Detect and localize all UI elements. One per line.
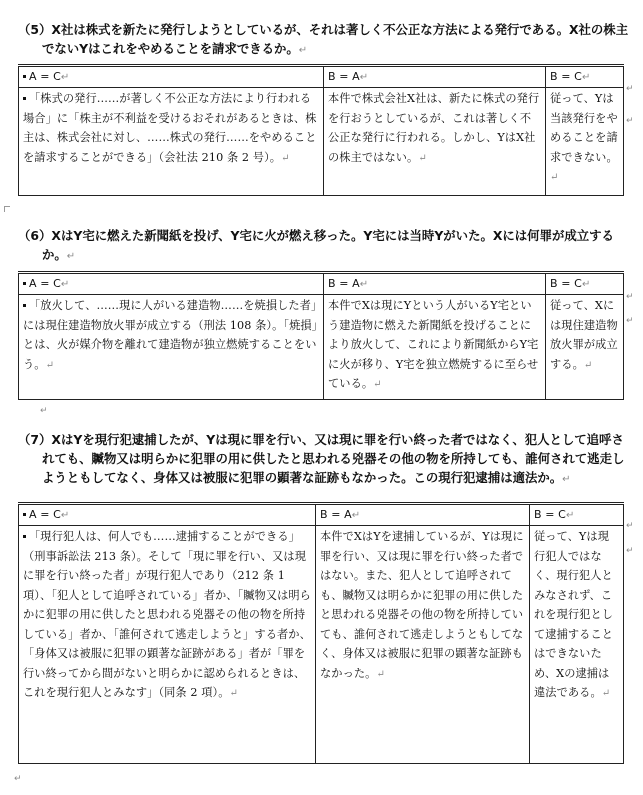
table-header-row: A = C↵ B = A↵ B = C↵ [19,66,624,88]
row-end-mark: ↵ [626,521,634,531]
cell-conclusion: 従って、Yは当該発行をやめることを請求できない。 [550,92,618,164]
cell-conclusion: 従って、Xには現住建造物放火罪が成立する。 [550,299,618,371]
cell-application: 本件でXは現にYという人がいるY宅という建造物に燃えた新聞紙を投げることにより放火して、これにより新聞紙からY宅に火が移り、Y宅を独立燃焼するに至らせている。 [328,299,539,390]
table-6 [18,271,624,400]
question-6: （6）XはY宅に燃えた新聞紙を投げ、Y宅に火が燃え移った。Y宅には当時Yがいた。Xには何罪が成立するか。↵ [18,228,614,262]
paragraph-mark: ↵ [14,774,22,784]
header-b-a: B = A [328,277,360,290]
table-5 [18,64,624,196]
header-b-c: B = C [550,70,582,83]
cell-application: 本件でXはYを逮捕しているが、Yは現に罪を行い、又は現に罪を行い終った者ではない。また、犯人として追呼されても、贓物又は明らかに犯罪の用に供したと思われる兇器その他の物を所持していても、誰何されて逃走しようともしてなく、身体又は被服に犯罪の顕著な証跡もなかった。 [320,530,524,680]
row-end-mark: ↵ [626,292,634,302]
row-end-mark: ↵ [626,316,634,326]
question-7: （7）XはYを現行犯逮捕したが、Yは現に罪を行い、又は現に罪を行い終った者ではなく、犯人として追呼されても、贓物又は明らかに犯罪の用に供したと思われる兇器その他の物を所持しても、誰何されて逃走しようともしてなく、身体又は被服に犯罪の顕著な証跡もなかった。この現行犯逮捕は適法か。↵ [18,432,625,485]
table-7 [18,502,624,764]
cell-conclusion: 従って、Yは現行犯人ではなく、現行犯人とみなされず、これを現行犯として逮捕することはできないため、Xの逮捕は違法である。 [534,530,614,699]
row-end-mark: ↵ [626,116,634,126]
header-b-c: B = C [534,508,566,521]
header-b-c: B = C [550,277,582,290]
header-a-c: A = C [29,70,61,83]
paragraph-mark: ↵ [40,406,48,416]
question-5: （5）X社は株式を新たに発行しようとしているが、それは著しく不公正な方法による発行である。X社の株主でないYはこれをやめることを請求できるか。↵ [18,22,629,56]
cell-application: 本件で株式会社X社は、新たに株式の発行を行おうとしているが、これは著しく不公正な発行に行われる。しかし、YはX社の株主ではない。 [328,92,540,164]
cell-rule: 「株式の発行……が著しく不公正な方法により行われる場合」に「株主が不利益を受けるおそれがあるときは、株主は、株式会社に対し、……株式の発行……をやめることを請求することができる」（会社法 210 条 2 号）。 [23,92,317,164]
margin-crop-mark [4,206,10,212]
row-end-mark: ↵ [626,546,634,556]
table-header-row: A = C↵ B = A↵ B = C↵ [19,273,624,295]
cell-rule: 「現行犯人は、何人でも……逮捕することができる」（刑事訴訟法 213 条）。そして「現に罪を行い、又は現に罪を行い終った者」が現行犯人であり（212 条 1 項）、「犯人として追呼されている」者か、「贓物又は明らかに犯罪の用に供したと思われる兇器その他の物を所持している」者か、「誰何されて逃走しようと」する者か、「身体又は被服に犯罪の顕著な証跡がある」者が「罪を行い終ってから間がないと明らかに認められるときは、これを現行犯人とみなす」（同条 2 項）。 [23,530,311,699]
table-header-row: A = C↵ B = A↵ B = C↵ [19,504,624,526]
table-body-row: 「株式の発行……が著しく不公正な方法により行われる場合」に「株主が不利益を受けるおそれがあるときは、株主は、株式会社に対し、……株式の発行……をやめることを請求することができる」（会社法 210 条 2 号）。↵ 本件で株式会社X社は、新たに株式の発行を行おうとしているが、これは著しく不公正な発行に行われる。しかし、YはX社の株主ではない。↵ 従って、Yは当該発行をやめることを請求できない。↵ [19,88,624,196]
header-b-a: B = A [320,508,352,521]
header-b-a: B = A [328,70,360,83]
table-body-row: 「放火して、……現に人がいる建造物……を焼損した者」には現住建造物放火罪が成立する（刑法 108 条）。「焼損」とは、火が媒介物を離れて建造物が独立燃焼することをいう。↵ 本件でXは現にYという人がいるY宅という建造物に燃えた新聞紙を投げることにより放火して、これにより新聞紙からY宅に火が移り、Y宅を独立燃焼するに至らせている。↵ 従って、Xには現住建造物放火罪が成立する。↵ [19,295,624,400]
row-end-mark: ↵ [626,84,634,94]
table-body-row: 「現行犯人は、何人でも……逮捕することができる」（刑事訴訟法 213 条）。そして「現に罪を行い、又は現に罪を行い終った者」が現行犯人であり（212 条 1 項）、「犯人として追呼されている」者か、「贓物又は明らかに犯罪の用に供したと思われる兇器その他の物を所持している」者か、「誰何されて逃走しようと」する者か、「身体又は被服に犯罪の顕著な証跡がある」者が「罪を行い終ってから間がないと明らかに認められるときは、これを現行犯人とみなす」（同条 2 項）。↵ 本件でXはYを逮捕しているが、Yは現に罪を行い、又は現に罪を行い終った者ではない。また、犯人として追呼されても、贓物又は明らかに犯罪の用に供したと思われる兇器その他の物を所持していても、誰何されて逃走しようともしてなく、身体又は被服に犯罪の顕著な証跡もなかった。↵ 従って、Yは現行犯人ではなく、現行犯人とみなされず、これを現行犯として逮捕することはできないため、Xの逮捕は違法である。↵ [19,526,624,764]
header-a-c: A = C [29,508,61,521]
header-a-c: A = C [29,277,61,290]
cell-rule: 「放火して、……現に人がいる建造物……を焼損した者」には現住建造物放火罪が成立する（刑法 108 条）。「焼損」とは、火が媒介物を離れて建造物が独立燃焼することをいう。 [23,299,318,371]
